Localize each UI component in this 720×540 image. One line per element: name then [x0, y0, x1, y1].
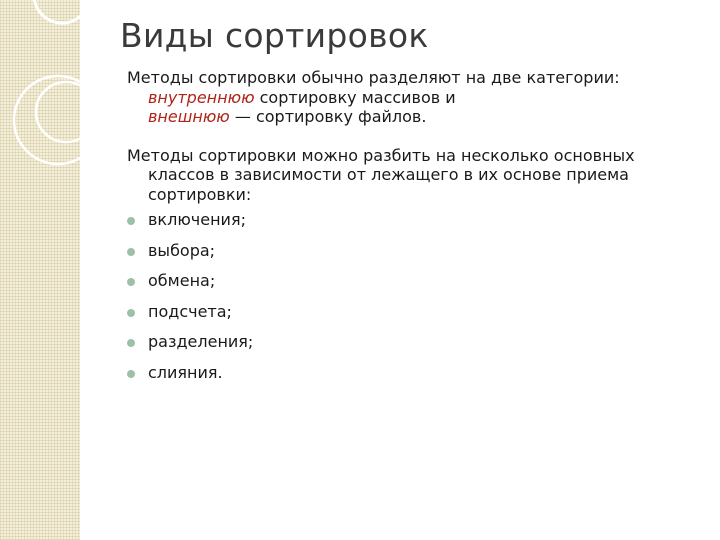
- bullet-icon: [127, 248, 135, 256]
- classes-line-3: сортировки:: [148, 184, 252, 204]
- list-item-label: разделения;: [148, 332, 254, 351]
- classes-line-2: классов в зависимости от лежащего в их основе приема: [148, 165, 629, 184]
- external-term: внешнюю: [148, 107, 230, 126]
- list-item-label: включения;: [148, 210, 246, 229]
- categories-intro: Методы сортировки обычно разделяют на две категории:: [127, 68, 620, 87]
- list-item-label: слияния.: [148, 362, 223, 382]
- decorative-circles: [0, 0, 82, 210]
- internal-sort-line: [127, 88, 456, 107]
- bullet-icon: [127, 278, 135, 286]
- list-item: [127, 302, 707, 333]
- classes-line-1: Методы сортировки можно разбить на несколько основных: [127, 145, 635, 165]
- list-item-label: подсчета;: [148, 301, 232, 321]
- list-item: [127, 210, 707, 241]
- bullet-icon: [127, 217, 135, 225]
- list-item: [127, 332, 707, 363]
- list-item: [127, 241, 707, 272]
- slide-body: [127, 68, 707, 393]
- external-sort-line: [127, 107, 426, 126]
- bullet-icon: [127, 309, 135, 317]
- internal-desc: сортировку массивов и: [254, 87, 456, 107]
- list-item: [127, 363, 707, 394]
- bullet-icon: [127, 339, 135, 347]
- list-item-label: выбора;: [148, 240, 216, 260]
- external-desc: — сортировку файлов.: [229, 107, 427, 126]
- list-item: [127, 271, 707, 302]
- sort-classes-list: [127, 210, 707, 393]
- internal-term: внутреннюю: [148, 87, 255, 107]
- bullet-icon: [127, 370, 135, 378]
- list-item-label: обмена;: [148, 271, 216, 290]
- paragraph-categories: [127, 68, 707, 127]
- slide-title: Виды сортировок: [120, 16, 429, 55]
- paragraph-classes: [127, 146, 707, 205]
